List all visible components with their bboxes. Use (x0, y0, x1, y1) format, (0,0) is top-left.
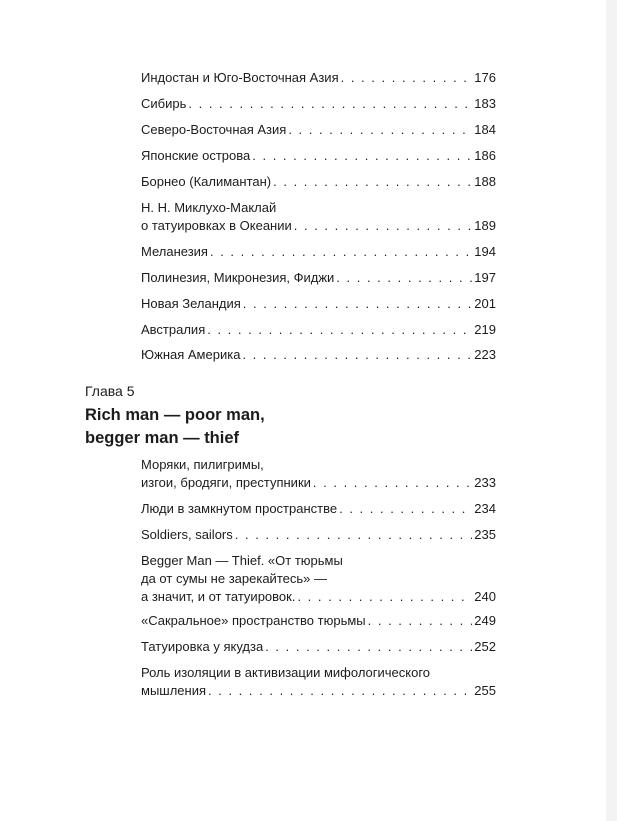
toc-entry (141, 638, 496, 656)
toc-entry-title-line: Моряки, пилигримы, (141, 457, 264, 472)
toc-entry-title-line: Н. Н. Миклухо-Маклай (141, 200, 277, 215)
chapter-title-line-1: Rich man — poor man, (85, 406, 265, 424)
toc-entry (141, 664, 496, 700)
toc-page-number: 233 (474, 475, 496, 490)
dot-leader (368, 612, 473, 630)
dot-leader (242, 346, 472, 364)
toc-entry-row (141, 243, 496, 261)
toc-page-number: 240 (474, 589, 496, 604)
toc-entry-title: а значит, и от татуировок. (141, 589, 296, 604)
toc-entry-row (141, 147, 496, 165)
dot-leader (210, 243, 472, 261)
toc-entry-title: мышления (141, 683, 207, 698)
toc-page-number: 255 (474, 683, 496, 698)
toc-page-number: 188 (474, 174, 496, 189)
toc-entry-row (141, 69, 496, 87)
toc-page-number: 194 (474, 244, 496, 259)
toc-entry-row (141, 612, 496, 630)
dot-leader (235, 526, 473, 544)
toc-page-number: 252 (474, 639, 496, 654)
dot-leader (339, 500, 472, 518)
toc-page-number: 201 (474, 296, 496, 311)
chapter-label: Глава 5 (85, 383, 135, 399)
dot-leader (273, 173, 472, 191)
toc-page-number: 235 (474, 527, 496, 542)
toc-page-number: 186 (474, 148, 496, 163)
toc-entry-title: Новая Зеландия (141, 296, 241, 311)
dot-leader (341, 69, 473, 87)
toc-entry-title: Полинезия, Микронезия, Фиджи (141, 270, 335, 285)
toc-entry-title: о татуировках в Океании (141, 218, 292, 233)
dot-leader (188, 95, 472, 113)
toc-entry (141, 69, 496, 87)
toc-page-number: 176 (474, 70, 496, 85)
toc-entry-title: Soldiers, sailors (141, 527, 233, 542)
toc-entry-title: Японские острова (141, 148, 251, 163)
toc-page-number: 249 (474, 613, 496, 628)
dot-leader (208, 682, 472, 700)
dot-leader (288, 121, 472, 139)
toc-page-number: 184 (474, 122, 496, 137)
toc-entry-row (141, 321, 496, 339)
toc-entry (141, 269, 496, 287)
toc-page-number: 183 (474, 96, 496, 111)
toc-entry (141, 199, 496, 235)
toc-entry (141, 173, 496, 191)
chapter-title-line-2: begger man — thief (85, 429, 240, 447)
toc-entry (141, 526, 496, 544)
toc-entry (141, 346, 496, 364)
dot-leader (313, 474, 472, 492)
toc-entry-row (141, 500, 496, 518)
toc-entry-title-line: да от сумы не зарекайтесь» — (141, 571, 327, 586)
toc-entry (141, 552, 496, 606)
toc-entry-title: «Сакральное» пространство тюрьмы (141, 613, 366, 628)
toc-entry (141, 500, 496, 518)
toc-entry-title: Индостан и Юго-Восточная Азия (141, 70, 339, 85)
dot-leader (294, 217, 473, 235)
toc-entry-row (141, 588, 496, 606)
toc-entry (141, 95, 496, 113)
toc-entry-row (141, 682, 496, 700)
chapter-title (85, 404, 265, 450)
toc-entry-title: Сибирь (141, 96, 187, 111)
toc-entry-title: Борнео (Калимантан) (141, 174, 272, 189)
toc-entry-row (141, 638, 496, 656)
toc-entry-title: Татуировка у якудза (141, 639, 264, 654)
toc-entry-title: Южная Америка (141, 347, 241, 362)
dot-leader (265, 638, 472, 656)
toc-entry-row (141, 526, 496, 544)
dot-leader (252, 147, 472, 165)
toc-entry-row (141, 95, 496, 113)
dot-leader (336, 269, 472, 287)
toc-entry-row (141, 295, 496, 313)
toc-entry-row (141, 346, 496, 364)
dot-leader (207, 321, 472, 339)
toc-page-number: 234 (474, 501, 496, 516)
toc-entry-row (141, 474, 496, 492)
toc-entry (141, 321, 496, 339)
toc-entry (141, 243, 496, 261)
toc-entry (141, 295, 496, 313)
toc-entry-row (141, 217, 496, 235)
toc-entry-row (141, 269, 496, 287)
toc-entry-row (141, 173, 496, 191)
toc-entry-title-line: Begger Man — Thief. «От тюрьмы (141, 553, 343, 568)
toc-entry (141, 456, 496, 492)
toc-entry-title-line: Роль изоляции в активизации мифологического (141, 665, 431, 680)
toc-entry (141, 147, 496, 165)
toc-entry-title: Люди в замкнутом пространстве (141, 501, 338, 516)
toc-page-number: 223 (474, 347, 496, 362)
toc-entry-title: Северо-Восточная Азия (141, 122, 287, 137)
toc-entry-title: изгои, бродяги, преступники (141, 475, 311, 490)
toc-page-number: 189 (474, 218, 496, 233)
dot-leader (243, 295, 473, 313)
toc-entry-title: Австралия (141, 322, 206, 337)
toc-entry (141, 121, 496, 139)
toc-page-number: 219 (474, 322, 496, 337)
toc-entry-row (141, 121, 496, 139)
toc-entry-title: Меланезия (141, 244, 208, 259)
toc-entry (141, 612, 496, 630)
toc-page-number: 197 (474, 270, 496, 285)
dot-leader (297, 588, 472, 606)
